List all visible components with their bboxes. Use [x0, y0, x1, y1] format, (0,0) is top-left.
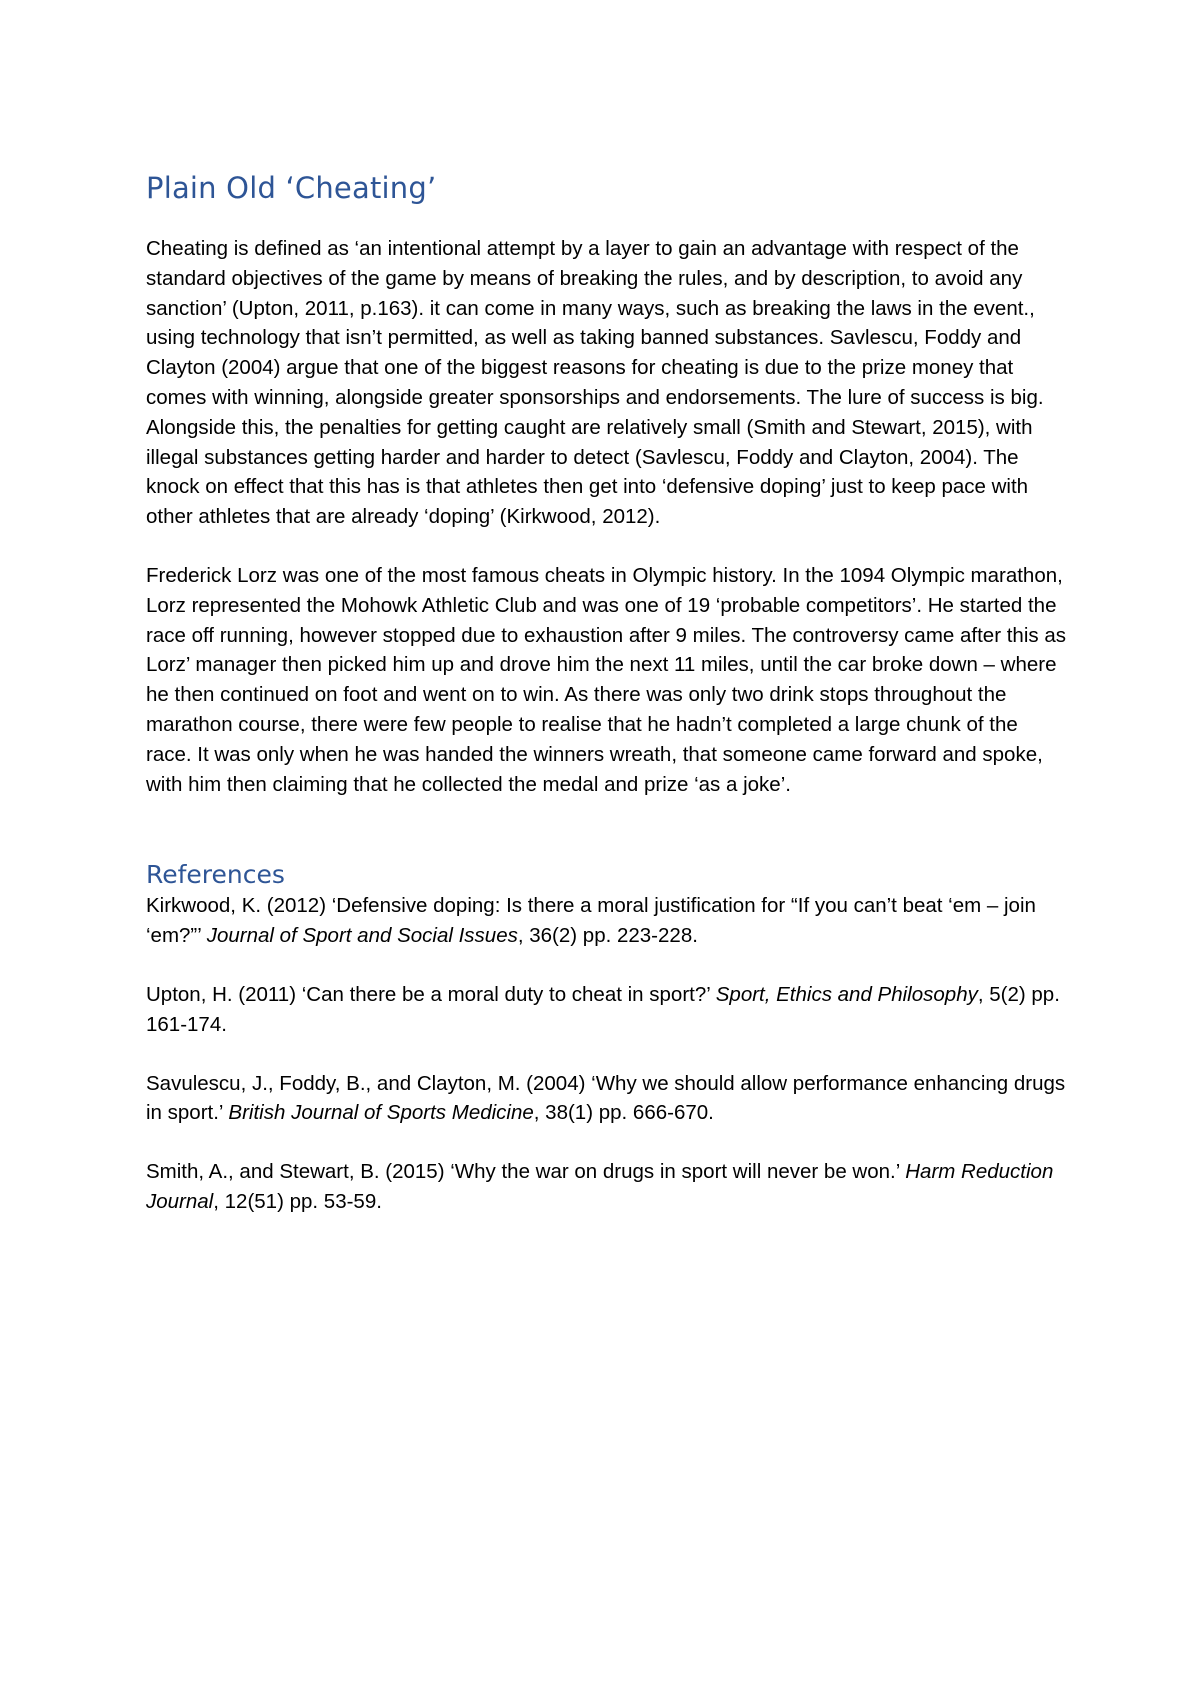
reference-journal: Sport, Ethics and Philosophy [715, 982, 978, 1006]
references-heading: References [146, 860, 285, 890]
reference-details: , 12(51) pp. 53-59. [213, 1189, 382, 1213]
body-paragraph-frederick-lorz: Frederick Lorz was one of the most famous cheats in Olympic history. In the 1094 Olympic marathon, Lorz represented the Mohowk Athletic Club and was one of 19 ‘probable competitors’. He started the race off running, however stopped due to exhaustion after 9 miles. The controversy came after this as Lorz’ manager then picked him up and drove him the next 11 miles, until the car broke down – where he then continued on foot and went on to win. As there was only two drink stops throughout the marathon course, there were few people to realise that he hadn’t completed a large chunk of the race. It was only when he was handed the winners wreath, that someone came forward and spoke, with him then claiming that he collected the medal and prize ‘as a joke’. [146, 563, 1066, 796]
reference-kirkwood [146, 891, 1066, 951]
document-body [146, 168, 1066, 1246]
body-paragraph-cheating-definition: Cheating is defined as ‘an intentional attempt by a layer to gain an advantage with respect of the standard objectives of the game by means of breaking the rules, and by description, to avoid any sanction’ (Upton, 2011, p.163). it can come in many ways, such as breaking the laws in the event., using technology that isn’t permitted, as well as taking banned substances. Savlescu, Foddy and Clayton (2004) argue that one of the biggest reasons for cheating is due to the prize money that comes with winning, alongside greater sponsorships and endorsements. The lure of success is big. Alongside this, the penalties for getting caught are relatively small (Smith and Stewart, 2015), with illegal substances getting harder and harder to detect (Savlescu, Foddy and Clayton, 2004). The knock on effect that this has is that athletes then get into ‘defensive doping’ just to keep pace with other athletes that are already ‘doping’ (Kirkwood, 2012). [146, 237, 1044, 529]
reference-savulescu [146, 1069, 1066, 1129]
reference-text: Savulescu, J., Foddy, B., and Clayton, M. (2004) ‘Why we should allow performance enhancing drugs in sport.’ [146, 1071, 1066, 1125]
reference-details: , 5(2) pp. 161-174. [146, 982, 1060, 1036]
section-heading: Plain Old ‘Cheating’ [146, 171, 437, 205]
references-list [146, 891, 1066, 1216]
reference-text: Smith, A., and Stewart, B. (2015) ‘Why the war on drugs in sport will never be won.’ [146, 1160, 906, 1184]
reference-upton [146, 980, 1066, 1040]
reference-text: Upton, H. (2011) ‘Can there be a moral duty to cheat in sport?’ [146, 982, 716, 1006]
reference-details: , 38(1) pp. 666-670. [533, 1101, 714, 1125]
reference-details: , 36(2) pp. 223-228. [517, 924, 698, 948]
reference-journal: British Journal of Sports Medicine [228, 1101, 534, 1125]
reference-text: Kirkwood, K. (2012) ‘Defensive doping: Is there a moral justification for “If you can’t beat ‘em – join ‘em?”’ [146, 894, 1036, 948]
reference-journal: Journal of Sport and Social Issues [206, 924, 518, 948]
reference-journal: Harm Reduction Journal [146, 1160, 1054, 1213]
reference-smith [146, 1157, 1066, 1217]
